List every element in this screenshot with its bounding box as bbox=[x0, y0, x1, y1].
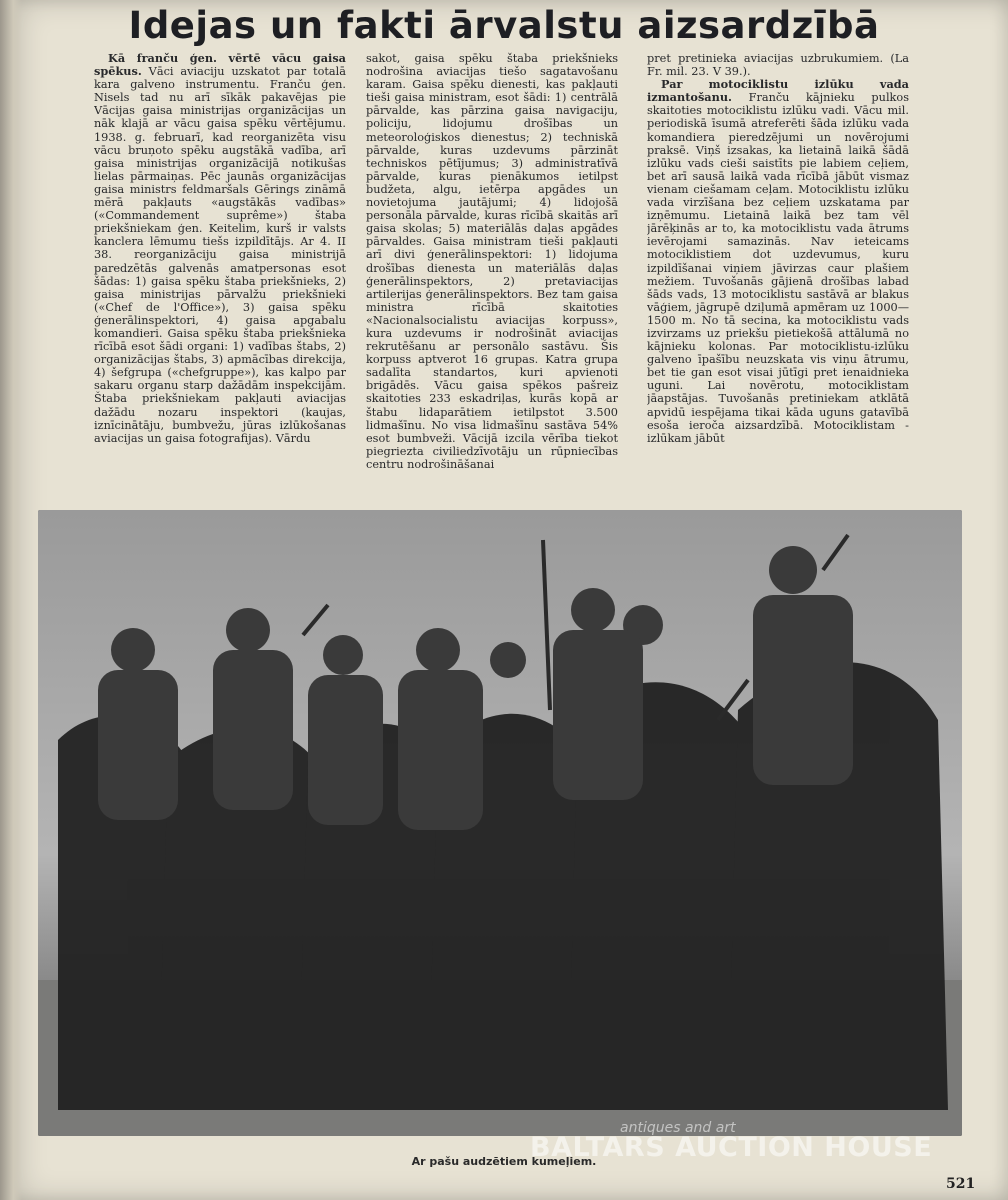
paragraph-text: Franču kājnieku pulkos skaitoties motociklistu izlūku vadi. Vācu mil. periodiskā īsumā atreferēti šāda izlūku vada komandiera pieredzējumi un novērojumi praksē. Viņš izsakas, ka lietainā laikā šādā izlūku vads cieši saistīts pie labiem ceļiem, bet arī sausā laikā vada rīcībā jābūt vismaz vienam ciešamam ceļam. Motociklistu izlūku vada virzīšana bez ceļiem uzskatama par izņēmumu. Lietainā laikā bez tam vēl jārēķinās ar to, ka motociklistu vada ātrums ievērojami samazinās. Nav ieteicams motociklistiem dot uzdevumus, kuru izpildīšanai viņiem jāvirzas caur plašiem mežiem. Tuvošanās gājienā drošības labad šāds vads, 13 motociklistu sastāvā ar blakus vāģiem, jāgrupē dziļumā apmēram uz 1000—1500 m. No tā secina, ka motociklistu vads izvirzams uz priekšu pietiekošā attālumā no kājnieku kolonas. Par motociklistu-izlūku galveno īpašību neuzskata vis viņu ātrumu, bet tie gan esot visai jūtīgi pret ienaidnieka uguni. Lai novērotu, motociklistam jāapstājas. Tuvošanās pretiniekam atklātā apvidū iespējama tikai kāda uguns gatavībā esoša ieroča aizsardzībā. Motociklistam - izlūkam jābūt bbox=[647, 91, 909, 445]
paragraph bbox=[647, 52, 909, 78]
paragraph bbox=[94, 52, 346, 445]
watermark-tagline: antiques and art bbox=[620, 1120, 736, 1136]
text-column-1 bbox=[94, 52, 346, 482]
paragraph-lead: Kā franču ģen. vērtē vācu gaisa spēkus. bbox=[94, 52, 346, 79]
text-column-3 bbox=[647, 52, 909, 482]
page-title: Idejas un fakti ārvalstu aizsardzībā bbox=[128, 4, 880, 47]
paragraph-lead: Par motociklistu izlūku vada izmantošanu. bbox=[647, 77, 909, 105]
paragraph-text: sakot, gaisa spēku štaba priekšnieks nodrošina aviacijas tiešo sagatavošanu karam. Gaisa spēku dienesti, kas pakļauti tieši gaisa ministram, esot šādi: 1) centrālā pārvalde, kas pārzina gaisa navigaciju, policiju, lidojumu drošības un meteoroloģiskos dienestus; 2) techniskā pārvalde, kuras uzdevums pārzināt techniskos pētījumus; 3) administratīvā pārvalde, kuras pienākumos ietilpst budžeta, algu, ietērpa apgādes un novietojuma jautājumi; 4) lidojošā personāla pārvalde, kuras rīcībā skaitās arī gaisa skolas; 5) materiālās daļas apgādes pārvaldes. Gaisa ministram tieši pakļauti arī divi ģenerālinspektori: 1) lidojuma drošības dienesta un materiālās daļas ģenerālinspektors, 2) pretaviacijas artilerijas ģenerālinspektors. Bez tam gaisa ministra rīcībā skaitoties «Nacionalsocialistu aviacijas korpuss», kura uzdevums ir nodrošināt aviacijas rekrutēšanu ar personālo sastāvu. Šis korpuss aptverot 16 grupas. Katra grupa sadalīta standartos, kuri apvienoti brigādēs. Vācu gaisa spēkos pašreiz skaitoties 233 eskadriļas, kurās kopā ar štabu lidaparātiem ietilpstot 3.500 lidmašīnu. No visa lidmašīnu sastāva 54% esot bumbveži. Vācijā izcila vērība tiekot piegriezta civiliedzīvotāju un rūpniecības centru nodrošināšanai bbox=[366, 52, 618, 471]
photo-caption: Ar pašu audzētiem kumeļiem. bbox=[411, 1155, 597, 1168]
page-number: 521 bbox=[946, 1176, 976, 1192]
paragraph-text: pret pretinieka aviacijas uzbrukumiem. (La Fr. mil. 23. V 39.). bbox=[647, 52, 909, 79]
cavalry-photo bbox=[38, 510, 962, 1136]
page-fold-shadow bbox=[0, 0, 22, 1200]
watermark-name: BALTARS AUCTION HOUSE bbox=[530, 1132, 933, 1163]
text-column-2 bbox=[366, 52, 618, 482]
paragraph bbox=[647, 78, 909, 445]
cavalry-photo-illustration bbox=[38, 510, 962, 1136]
paragraph bbox=[366, 52, 618, 471]
paragraph-text: Vāci aviaciju uzskatot par totalā kara galveno instrumentu. Franču ģen. Nisels tad nu arī sīkāk pakavējas pie Vācijas gaisa ministrijas organizācijas un nāk klajā ar vācu gaisa spēku vērtējumu. 1938. g. februarī, kad reorganizēta visu vācu bruņoto spēku augstākā vadība, arī gaisa ministrijas organizācijā notikušas lielas pārmaiņas. Pēc jaunās organizācijas gaisa ministrs feldmaršals Gērings zināmā mērā pakļauts «augstākās vadības» («Commandement suprême») štaba priekšniekam ģen. Keitelim, kurš ir valsts kanclera lēmumu tiešs izpildītājs. Ar 4. II 38. reorganizāciju gaisa ministrijā paredzētās galvenās amatpersonas esot šādas: 1) gaisa spēku štaba priekšnieks, 2) gaisa ministrijas pārvalžu priekšnieki («Chef de l'Office»), 3) gaisa spēku ģenerālinspektori, 4) gaisa apgabalu komandieri. Gaisa spēku štaba priekšnieka rīcībā esot šādi organi: 1) vadības štabs, 2) organizācijas štabs, 3) apmācības direkcija, 4) šefgrupa («chefgruppe»), kas kalpo par sakaru organu starp dažādām inspekcijām. Štaba priekšniekam pakļauti aviacijas dažādu nozaru inspektori (kaujas, iznīcinātāju, bumbvežu, jūras izlūkošanas aviacijas un gaisa fotografijas). Vārdu bbox=[94, 65, 346, 445]
